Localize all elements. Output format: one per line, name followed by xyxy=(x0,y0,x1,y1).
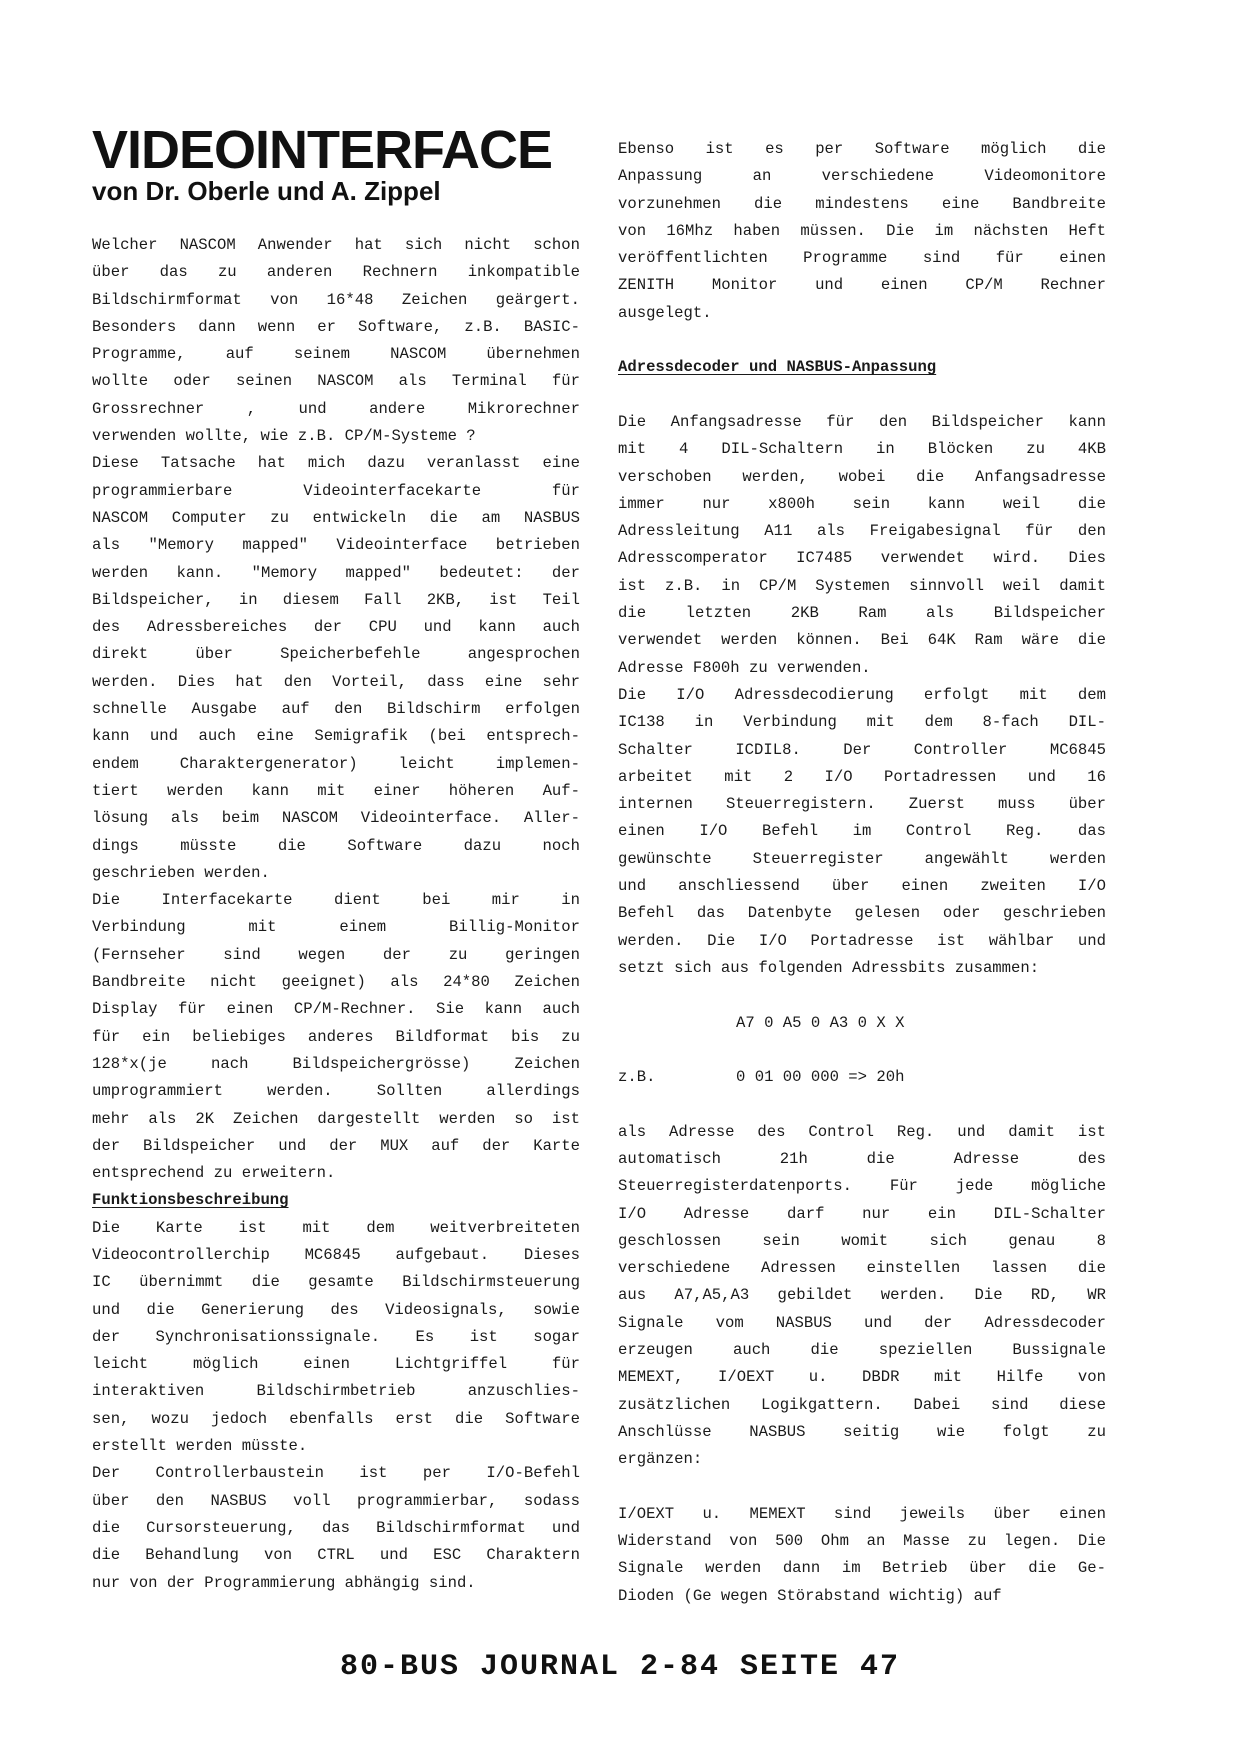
left-section-paragraphs xyxy=(92,1215,580,1597)
text-line: veröffentlichten Programme sind für einen xyxy=(618,249,1106,268)
text-line: und anschliessend über einen zweiten I/O xyxy=(618,877,1106,896)
text-line: mit 4 DIL-Schaltern in Blöcken zu 4KB xyxy=(618,440,1106,459)
text-line: geschlossen sein womit sich genau 8 xyxy=(618,1231,1106,1250)
text-line: Adresse F800h zu verwenden. xyxy=(618,658,871,677)
text-line: wollte oder seinen NASCOM als Terminal für xyxy=(92,372,580,391)
text-line: zusätzlichen Logikgattern. Dabei sind diese xyxy=(618,1395,1106,1414)
text-line: verwendet werden können. Bei 64K Ram wäre die xyxy=(618,631,1106,650)
article-title: VIDEOINTERFACE xyxy=(92,120,553,180)
text-line: Videocontrollerchip MC6845 aufgebaut. Dieses xyxy=(92,1245,580,1264)
text-line: verwenden wollte, wie z.B. CP/M-Systeme ? xyxy=(92,427,476,446)
text-line: die Behandlung von CTRL und ESC Charaktern xyxy=(92,1546,580,1565)
text-line: erstellt werden müsste. xyxy=(92,1437,308,1456)
text-line: NASCOM Computer zu entwickeln die am NASBUS xyxy=(92,508,580,527)
address-bits-line: A7 0 A5 0 A3 0 X X xyxy=(736,1013,905,1032)
text-line: I/O Adresse darf nur ein DIL-Schalter xyxy=(618,1204,1106,1223)
text-line: über den NASBUS voll programmierbar, sodass xyxy=(92,1491,580,1510)
text-line: Befehl das Datenbyte gelesen oder geschrieben xyxy=(618,904,1106,923)
text-line: Signale vom NASBUS und der Adressdecoder xyxy=(618,1313,1106,1332)
text-line: tiert werden kann mit einer höheren Auf- xyxy=(92,781,580,800)
text-line: Die Karte ist mit dem weitverbreiteten xyxy=(92,1218,580,1237)
section-heading-adressdecoder: Adressdecoder und NASBUS-Anpassung xyxy=(618,358,937,377)
text-line: immer nur x800h sein kann weil die xyxy=(618,494,1106,513)
text-line: Verbindung mit einem Billig-Monitor xyxy=(92,918,580,937)
text-line: mehr als 2K Zeichen dargestellt werden so ist xyxy=(92,1109,580,1128)
text-line: endem Charaktergenerator) leicht implemen- xyxy=(92,754,580,773)
text-line: kann und auch eine Semigrafik (bei entsprech- xyxy=(92,727,580,746)
text-line: Dioden (Ge wegen Störabstand wichtig) auf xyxy=(618,1586,1002,1605)
text-line: Diese Tatsache hat mich dazu veranlasst eine xyxy=(92,454,580,473)
text-line: entsprechend zu erweitern. xyxy=(92,1164,336,1183)
text-line: interaktiven Bildschirmbetrieb anzuschlies- xyxy=(92,1382,580,1401)
example-label: z.B. xyxy=(618,1068,656,1087)
text-line: für ein beliebiges anderes Bildformat bis zu xyxy=(92,1027,580,1046)
text-line: leicht möglich einen Lichtgriffel für xyxy=(92,1355,580,1374)
text-line: Bildspeicher, in diesem Fall 2KB, ist Teil xyxy=(92,590,580,609)
text-line: einen I/O Befehl im Control Reg. das xyxy=(618,822,1106,841)
text-line: Ebenso ist es per Software möglich die xyxy=(618,140,1106,158)
text-line: von 16Mhz haben müssen. Die im nächsten Heft xyxy=(618,221,1106,240)
text-line: ZENITH Monitor und einen CP/M Rechner xyxy=(618,276,1106,295)
text-line: als Adresse des Control Reg. und damit ist xyxy=(618,1122,1106,1141)
text-line: des Adressbereiches der CPU und kann auch xyxy=(92,618,580,637)
text-line: Adressleitung A11 als Freigabesignal für den xyxy=(618,522,1106,541)
text-line: werden kann. "Memory mapped" bedeutet: der xyxy=(92,563,580,582)
text-line: Anpassung an verschiedene Videomonitore xyxy=(618,167,1106,186)
text-line: Der Controllerbaustein ist per I/O-Befehl xyxy=(92,1464,580,1483)
right-final-paragraphs xyxy=(618,1501,1106,1610)
text-line: lösung als beim NASCOM Videointerface. Aller- xyxy=(92,809,580,828)
text-line: über das zu anderen Rechnern inkompatible xyxy=(92,263,580,282)
text-line: der Bildspeicher und der MUX auf der Karte xyxy=(92,1136,580,1155)
text-line: Die Interfacekarte dient bei mir in xyxy=(92,891,580,910)
text-line: Signale werden dann im Betrieb über die Ge- xyxy=(618,1559,1106,1578)
text-line: aus A7,A5,A3 gebildet werden. Die RD, WR xyxy=(618,1286,1106,1305)
text-line: MEMEXT, I/OEXT u. DBDR mit Hilfe von xyxy=(618,1368,1106,1387)
text-line: IC138 in Verbindung mit dem 8-fach DIL- xyxy=(618,713,1106,732)
text-line: verschoben werden, wobei die Anfangsadresse xyxy=(618,467,1106,486)
text-line: gewünschte Steuerregister angewählt werden xyxy=(618,849,1106,868)
text-line: programmierbare Videointerfacekarte für xyxy=(92,481,580,500)
text-line: ist z.B. in CP/M Systemen sinnvoll weil damit xyxy=(618,576,1106,595)
right-section-paragraphs xyxy=(618,409,1106,982)
text-line: ausgelegt. xyxy=(618,303,712,322)
text-line: IC übernimmt die gesamte Bildschirmsteuerung xyxy=(92,1273,580,1292)
text-line: die letzten 2KB Ram als Bildspeicher xyxy=(618,604,1106,623)
article-byline: von Dr. Oberle und A. Zippel xyxy=(92,176,441,206)
text-line: ergänzen: xyxy=(618,1450,703,1469)
text-line: als "Memory mapped" Videointerface betrieben xyxy=(92,536,580,555)
text-line: 128*x(je nach Bildspeichergrösse) Zeichen xyxy=(92,1054,580,1073)
text-line: umprogrammiert werden. Sollten allerdings xyxy=(92,1082,580,1101)
right-column xyxy=(618,136,1106,1610)
text-line: Besonders dann wenn er Software, z.B. BASIC- xyxy=(92,317,580,336)
text-line: vorzunehmen die mindestens eine Bandbreite xyxy=(618,194,1106,213)
text-line: Programme, auf seinem NASCOM übernehmen xyxy=(92,345,580,364)
left-column xyxy=(92,232,580,1597)
text-line: Display für einen CP/M-Rechner. Sie kann auch xyxy=(92,1000,580,1019)
text-line: setzt sich aus folgenden Adressbits zusammen: xyxy=(618,958,1040,977)
text-line: Die I/O Adressdecodierung erfolgt mit dem xyxy=(618,685,1106,704)
text-line: Adresscomperator IC7485 verwendet wird. Dies xyxy=(618,549,1106,568)
text-line: der Synchronisationssignale. Es ist sogar xyxy=(92,1327,580,1346)
text-line: werden. Die I/O Portadresse ist wählbar und xyxy=(618,931,1106,950)
text-line: sen, wozu jedoch ebenfalls erst die Software xyxy=(92,1409,580,1428)
text-line: Welcher NASCOM Anwender hat sich nicht schon xyxy=(92,236,580,254)
page-footer: 80-BUS JOURNAL 2-84 SEITE 47 xyxy=(339,1650,901,1684)
example-value: 0 01 00 000 => 20h xyxy=(736,1068,905,1087)
text-line: Anschlüsse NASBUS seitig wie folgt zu xyxy=(618,1422,1106,1441)
text-line: I/OEXT u. MEMEXT sind jeweils über einen xyxy=(618,1504,1106,1523)
text-line: dings müsste die Software dazu noch xyxy=(92,836,580,855)
example-line xyxy=(618,1064,1106,1091)
right-after-paragraphs xyxy=(618,1119,1106,1474)
text-line: und die Generierung des Videosignals, sowie xyxy=(92,1300,580,1319)
left-intro-paragraphs xyxy=(92,232,580,1187)
text-line: nur von der Programmierung abhängig sind. xyxy=(92,1573,476,1592)
text-line: werden. Dies hat den Vorteil, dass eine sehr xyxy=(92,672,580,691)
text-line: Die Anfangsadresse für den Bildspeicher kann xyxy=(618,412,1106,431)
section-heading-funktionsbeschreibung: Funktionsbeschreibung xyxy=(92,1191,289,1210)
text-line: verschiedene Adressen einstellen lassen die xyxy=(618,1259,1106,1278)
text-line: schnelle Ausgabe auf den Bildschirm erfolgen xyxy=(92,700,580,719)
text-line: internen Steuerregistern. Zuerst muss über xyxy=(618,795,1106,814)
text-line: Steuerregisterdatenports. Für jede mögliche xyxy=(618,1177,1106,1196)
text-line: direkt über Speicherbefehle angesprochen xyxy=(92,645,580,664)
text-line: Schalter ICDIL8. Der Controller MC6845 xyxy=(618,740,1106,759)
text-line: Grossrechner , und andere Mikrorechner xyxy=(92,399,580,418)
text-line: Bildschirmformat von 16*48 Zeichen geärgert. xyxy=(92,290,580,309)
text-line: Bandbreite nicht geeignet) als 24*80 Zeichen xyxy=(92,973,580,992)
text-line: Widerstand von 500 Ohm an Masse zu legen. Die xyxy=(618,1532,1106,1551)
text-line: automatisch 21h die Adresse des xyxy=(618,1149,1106,1168)
text-line: (Fernseher sind wegen der zu geringen xyxy=(92,945,580,964)
text-line: geschrieben werden. xyxy=(92,863,270,882)
text-line: die Cursorsteuerung, das Bildschirmformat und xyxy=(92,1518,580,1537)
text-line: erzeugen auch die speziellen Bussignale xyxy=(618,1341,1106,1360)
right-intro-paragraphs xyxy=(618,136,1106,327)
text-line: arbeitet mit 2 I/O Portadressen und 16 xyxy=(618,767,1106,786)
